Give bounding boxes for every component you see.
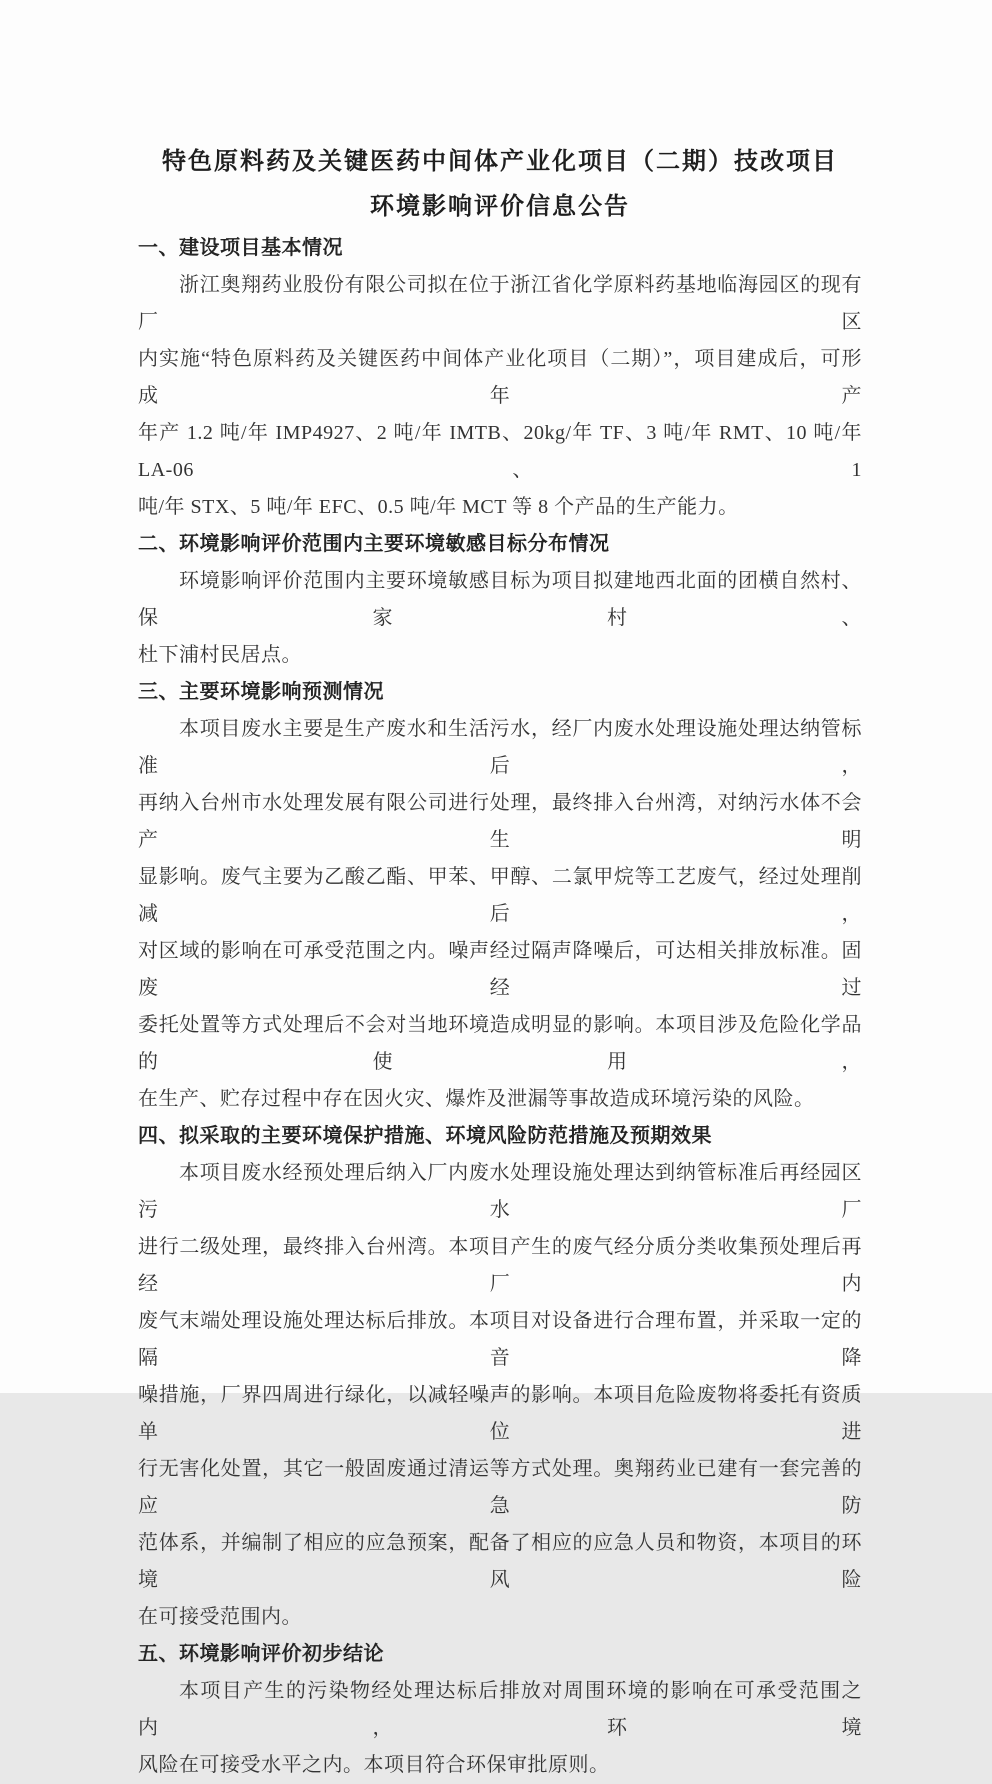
document-title <box>138 140 862 230</box>
paragraph-line: 风险在可接受水平之内。本项目符合环保审批原则。 <box>138 1754 610 1776</box>
section-4-heading: 四、拟采取的主要环境保护措施、环境风险防范措施及预期效果 <box>138 1125 712 1147</box>
paragraph-line: 废气末端处理设施处理达标后排放。本项目对设备进行合理布置，并采取一定的隔音降 <box>138 1310 862 1369</box>
paragraph-line: 在可接受范围内。 <box>138 1606 302 1628</box>
paragraph-line: 噪措施，厂界四周进行绿化，以减轻噪声的影响。本项目危险废物将委托有资质单位进 <box>138 1384 862 1443</box>
paragraph-line: 对区域的影响在可承受范围之内。噪声经过隔声降噪后，可达相关排放标准。固废经过 <box>138 940 862 999</box>
paragraph-line: 本项目废水主要是生产废水和生活污水，经厂内废水处理设施处理达纳管标准后， <box>138 718 862 777</box>
section-2-heading: 二、环境影响评价范围内主要环境敏感目标分布情况 <box>138 533 610 555</box>
section-preliminary-conclusion <box>138 1636 862 1784</box>
section-sensitive-targets <box>138 526 862 674</box>
section-protection-measures <box>138 1118 862 1636</box>
section-project-overview <box>138 230 862 526</box>
paragraph-line: 显影响。废气主要为乙酸乙酯、甲苯、甲醇、二氯甲烷等工艺废气，经过处理削减后， <box>138 866 862 925</box>
paragraph-line: 委托处置等方式处理后不会对当地环境造成明显的影响。本项目涉及危险化学品的使用， <box>138 1014 862 1073</box>
title-line-1: 特色原料药及关键医药中间体产业化项目（二期）技改项目 <box>162 149 838 175</box>
paragraph-line: 环境影响评价范围内主要环境敏感目标为项目拟建地西北面的团横自然村、保家村、 <box>138 570 862 629</box>
paragraph-line: 进行二级处理，最终排入台州湾。本项目产生的废气经分质分类收集预处理后再经厂内 <box>138 1236 862 1295</box>
paragraph-line: 范体系，并编制了相应的应急预案，配备了相应的应急人员和物资，本项目的环境风险 <box>138 1532 862 1591</box>
paragraph-line: 本项目产生的污染物经处理达标后排放对周围环境的影响在可承受范围之内，环境 <box>138 1680 862 1739</box>
paragraph-line: 杜下浦村民居点。 <box>138 644 302 666</box>
paragraph-line: 吨/年 STX、5 吨/年 EFC、0.5 吨/年 MCT 等 8 个产品的生产能力。 <box>138 496 739 518</box>
paragraph-line: 浙江奥翔药业股份有限公司拟在位于浙江省化学原料药基地临海园区的现有厂区 <box>138 274 862 333</box>
section-3-heading: 三、主要环境影响预测情况 <box>138 681 384 703</box>
paragraph-line: 再纳入台州市水处理发展有限公司进行处理，最终排入台州湾，对纳污水体不会产生明 <box>138 792 862 851</box>
paragraph-line: 年产 1.2 吨/年 IMP4927、2 吨/年 IMTB、20kg/年 TF、3 吨/年 RMT、10 吨/年 LA-06、1 <box>138 422 862 481</box>
paragraph-line: 在生产、贮存过程中存在因火灾、爆炸及泄漏等事故造成环境污染的风险。 <box>138 1088 815 1110</box>
document-content <box>138 0 862 1784</box>
section-1-heading: 一、建设项目基本情况 <box>138 237 343 259</box>
paragraph-line: 行无害化处置，其它一般固废通过清运等方式处理。奥翔药业已建有一套完善的应急防 <box>138 1458 862 1517</box>
section-5-heading: 五、环境影响评价初步结论 <box>138 1643 384 1665</box>
paragraph-line: 内实施“特色原料药及关键医药中间体产业化项目（二期）”，项目建成后，可形成年产 <box>138 348 862 407</box>
paragraph-line: 本项目废水经预处理后纳入厂内废水处理设施处理达到纳管标准后再经园区污水厂 <box>138 1162 862 1221</box>
title-line-2: 环境影响评价信息公告 <box>370 194 630 220</box>
section-impact-prediction <box>138 674 862 1118</box>
